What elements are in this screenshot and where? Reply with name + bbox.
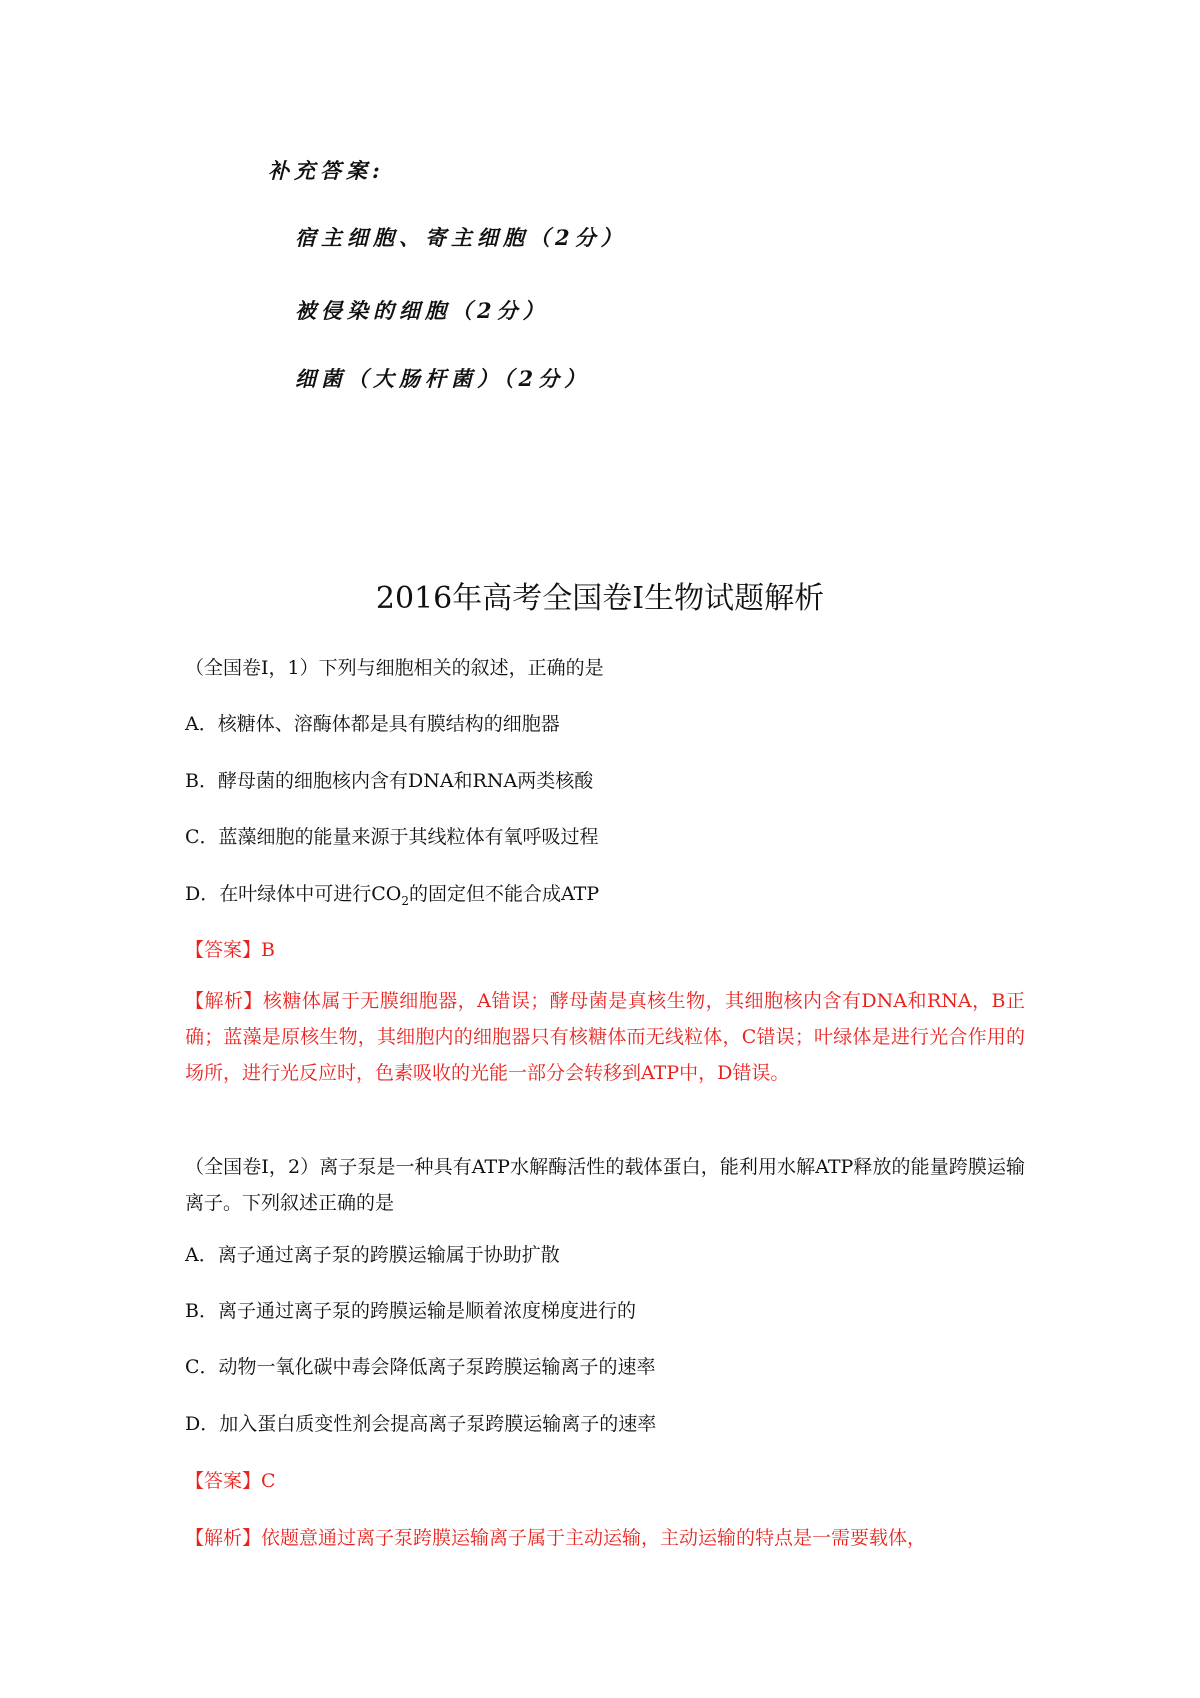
- supplement-title: 补充答案:: [268, 158, 385, 183]
- supplement-item: 细菌（大肠杆菌）（2分）: [295, 366, 591, 391]
- question-2-option-c: C．动物一氧化碳中毒会降低离子泵跨膜运输离子的速率: [185, 1356, 656, 1378]
- question-2-analysis: 【解析】依题意通过离子泵跨膜运输离子属于主动运输，主动运输的特点是一需要载体，: [185, 1527, 927, 1549]
- subscript: 2: [401, 893, 409, 908]
- question-2-stem: （全国卷Ⅰ，2）离子泵是一种具有ATP水解酶活性的载体蛋白，能利用水解ATP释放的能量跨膜运输离子。下列叙述正确的是: [185, 1156, 1025, 1214]
- question-2-option-b: B．离子通过离子泵的跨膜运输是顺着浓度梯度进行的: [185, 1300, 636, 1322]
- question-1-analysis: 【解析】核糖体属于无膜细胞器，A错误；酵母菌是真核生物，其细胞核内含有DNA和RNA，B正确；蓝藻是原核生物，其细胞内的细胞器只有核糖体而无线粒体，C错误；叶绿体是进行光合作用的场所，进行光反应时，色素吸收的光能一部分会转移到ATP中，D错误。: [185, 990, 1025, 1084]
- page-title: 2016年高考全国卷Ⅰ生物试题解析: [375, 581, 825, 616]
- question-1-stem: （全国卷Ⅰ，1）下列与细胞相关的叙述，正确的是: [185, 657, 604, 679]
- supplement-item: 宿主细胞、寄主细胞（2分）: [295, 225, 627, 250]
- question-1-option-a: A．核糖体、溶酶体都是具有膜结构的细胞器: [185, 713, 560, 735]
- question-1-option-c: C．蓝藻细胞的能量来源于其线粒体有氧呼吸过程: [185, 826, 599, 848]
- question-1-answer: 【答案】B: [185, 939, 275, 961]
- question-1-option-b: B．酵母菌的细胞核内含有DNA和RNA两类核酸: [185, 770, 594, 792]
- supplement-item: 被侵染的细胞（2分）: [295, 298, 549, 323]
- option-d-text-rest: 的固定但不能合成ATP: [409, 883, 600, 905]
- question-1-option-d: [185, 879, 599, 908]
- option-d-text: D．在叶绿体中可进行CO: [185, 883, 402, 905]
- question-2-option-a: A．离子通过离子泵的跨膜运输属于协助扩散: [185, 1244, 560, 1266]
- question-2-option-d: D．加入蛋白质变性剂会提高离子泵跨膜运输离子的速率: [185, 1413, 657, 1435]
- question-2-answer: 【答案】C: [185, 1470, 276, 1492]
